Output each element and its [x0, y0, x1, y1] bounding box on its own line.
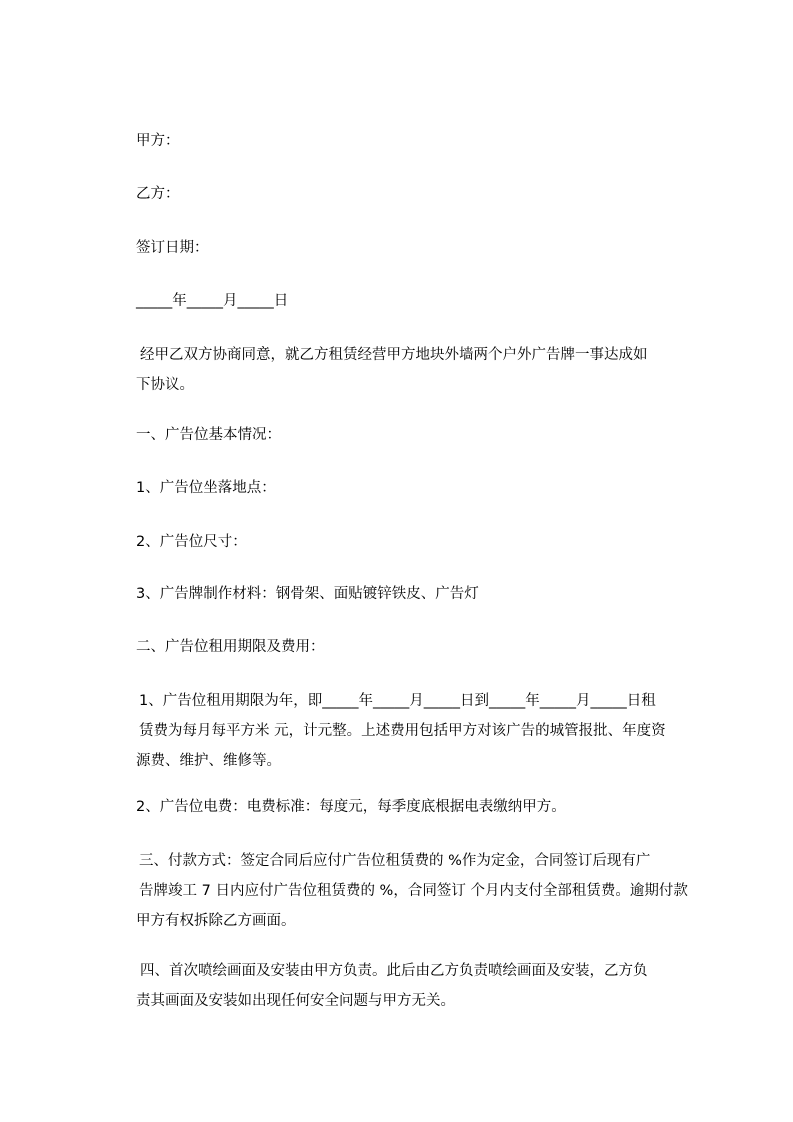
section1-item1: 1、广告位坐落地点：: [136, 480, 276, 496]
date-blank-line: _____年_____月_____日: [136, 293, 289, 309]
section2-item1-paragraph: [136, 686, 699, 776]
section1-item2: 2、广告位尺寸：: [136, 534, 247, 550]
section4-paragraph: [136, 956, 699, 1016]
party-b-label: 乙方：: [136, 186, 180, 202]
section2-item1-line-2: 赁费为每月每平方米 元，计元整。上述费用包括甲方对该广告的城管报批、年度资: [139, 723, 666, 739]
section3-line-2: 告牌竣工 7 日内应付广告位租赁费的 %，合同签订 个月内支付全部租赁费。逾期付款: [139, 883, 688, 899]
section3-paragraph: [136, 846, 699, 936]
section2-heading: 二、广告位租用期限及费用：: [136, 639, 325, 655]
intro-line-1: 经甲乙双方协商同意，就乙方租赁经营甲方地块外墙两个户外广告牌一事达成如: [140, 347, 648, 363]
sign-date-label: 签订日期：: [136, 240, 209, 256]
section2-item2: 2、广告位电费：电费标准：每度元，每季度底根据电表缴纳甲方。: [136, 799, 566, 815]
section4-line-1: 四、首次喷绘画面及安装由甲方负责。此后由乙方负责喷绘画面及安装，乙方负: [140, 963, 648, 979]
intro-line-2: 下协议。: [136, 377, 194, 393]
section4-line-2: 责其画面及安装如出现任何安全问题与甲方无关。: [136, 993, 455, 1009]
section3-line-3: 甲方有权拆除乙方画面。: [136, 913, 296, 929]
section1-heading: 一、广告位基本情况：: [136, 427, 281, 443]
intro-paragraph: [136, 340, 699, 400]
section2-item1-line-1: 1、广告位租用期限为年，即_____年_____月_____日到_____年_____月_____日租: [139, 693, 656, 709]
section1-item3: 3、广告牌制作材料：钢骨架、面贴镀锌铁皮、广告灯: [136, 586, 479, 602]
section3-line-1: 三、付款方式：签定合同后应付广告位租赁费的 %作为定金，合同签订后现有广: [139, 853, 651, 869]
section2-item1-line-3: 源费、维护、维修等。: [136, 753, 281, 769]
party-a-label: 甲方：: [136, 133, 180, 149]
